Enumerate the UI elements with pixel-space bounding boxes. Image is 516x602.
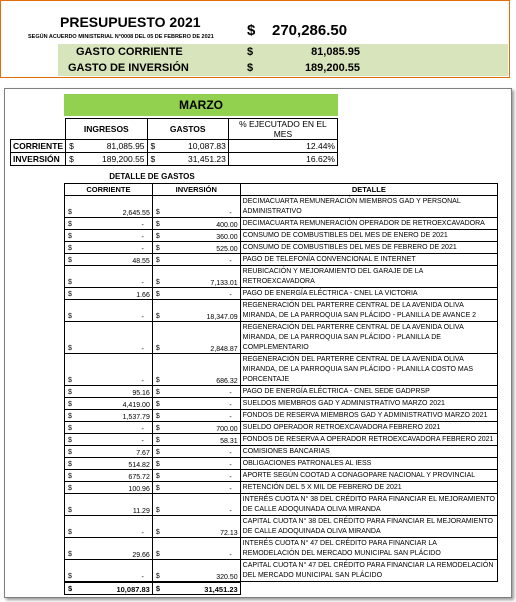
- detail-table: [64, 183, 498, 595]
- detail-cell-description: CONSUMO DE COMBUSTIBLES DEL MES DE ENERO DE 2021: [240, 230, 497, 242]
- detail-header-row: [65, 184, 498, 196]
- detail-cell-corriente: $ 1,537.79: [65, 410, 153, 422]
- page-title: PRESUPUESTO 2021: [60, 14, 201, 30]
- detail-cell-inversion: $ -: [152, 254, 240, 266]
- detail-cell-description: PAGO DE ENERGÍA ELÉCTRICA - CNEL LA VICTORIA: [240, 288, 497, 300]
- detail-cell-description: REGENERACIÓN DEL PARTERRE CENTRAL DE LA AVENIDA OLIVA MIRANDA, DE LA PARROQUIA SAN PLÁCIDO - PLANILLA DE COMPLEMENTARIO: [240, 322, 497, 354]
- summary-header-ingresos: INGRESOS: [66, 119, 147, 140]
- detail-row: [65, 410, 498, 422]
- summary-gastos-inversion: $ 31,451.23: [147, 153, 228, 166]
- detail-cell-corriente: $ -: [65, 422, 153, 434]
- summary-header-gastos: GASTOS: [147, 119, 228, 140]
- detail-cell-inversion: $ 700.00: [152, 422, 240, 434]
- summary-header-row: [11, 119, 338, 140]
- detail-row: [65, 398, 498, 410]
- detail-cell-description: PAGO DE TELEFONÍA CONVENCIONAL E INTERNET: [240, 254, 497, 266]
- gasto-inversion-label: GASTO DE INVERSIÓN: [68, 62, 189, 74]
- detail-cell-corriente: $ -: [65, 560, 153, 582]
- detail-cell-inversion: $ -: [152, 446, 240, 458]
- detail-cell-corriente: $ 11.29: [65, 494, 153, 516]
- detail-cell-corriente: $ 4,419.00: [65, 398, 153, 410]
- detail-row: [65, 422, 498, 434]
- detail-row: [65, 218, 498, 230]
- detail-row: [65, 434, 498, 446]
- detail-cell-description: PAGO DE ENERGÍA ELÉCTRICA - CNEL SEDE GADPRSP: [240, 386, 497, 398]
- detail-cell-corriente: $ -: [65, 218, 153, 230]
- detail-row: [65, 386, 498, 398]
- detail-cell-corriente: $ -: [65, 242, 153, 254]
- month-header: MARZO: [64, 94, 338, 116]
- detail-cell-corriente: $ 514.82: [65, 458, 153, 470]
- detail-cell-description: SUELDO OPERADOR RETROEXCAVADORA FEBRERO 2021: [240, 422, 497, 434]
- detail-cell-description: CONSUMO DE COMBUSTIBLES DEL MES DE FEBRERO DE 2021: [240, 242, 497, 254]
- summary-row-inversion: [11, 153, 338, 166]
- detail-cell-description: FONDOS DE RESERVA A OPERADOR RETROEXCAVADORA FEBRERO 2021: [240, 434, 497, 446]
- detail-row: [65, 230, 498, 242]
- detail-cell-description: DECIMACUARTA REMUNERACIÓN OPERADOR DE RETROEXCAVADORA: [240, 218, 497, 230]
- detail-cell-inversion: $ -: [152, 538, 240, 560]
- detail-cell-corriente: $ 100.96: [65, 482, 153, 494]
- detail-cell-description: CAPITAL CUOTA N° 47 DEL CRÉDITO PARA FINANCIAR LA REMODELACIÓN DEL MERCADO MUNICIPAL SAN PLÁCIDO: [240, 560, 497, 582]
- detail-cell-description: REUBICACIÓN Y MEJORAMIENTO DEL GARAJE DE LA RETROEXCAVADORA: [240, 266, 497, 288]
- detail-title: DETALLE DE GASTOS: [109, 172, 195, 181]
- detail-cell-inversion: $ -: [152, 386, 240, 398]
- detail-cell-inversion: $ 18,347.09: [152, 300, 240, 322]
- summary-label-inversion: INVERSIÓN: [11, 153, 66, 166]
- detail-cell-corriente: $ -: [65, 266, 153, 288]
- detail-cell-corriente: $ 675.72: [65, 470, 153, 482]
- detail-row: [65, 242, 498, 254]
- detail-cell-description: COMISIONES BANCARIAS: [240, 446, 497, 458]
- detail-cell-description: INTERÉS CUOTA N° 47 DEL CRÉDITO PARA FINANCIAR LA REMODELACIÓN DEL MERCADO MUNICIPAL SAN PLÁCIDO: [240, 538, 497, 560]
- detail-cell-corriente: $ -: [65, 300, 153, 322]
- detail-cell-inversion: $ 400.00: [152, 218, 240, 230]
- detail-total-row: [65, 582, 498, 595]
- detail-cell-corriente: $ 29.66: [65, 538, 153, 560]
- detail-cell-inversion: $ -: [152, 196, 240, 218]
- detail-cell-inversion: $ -: [152, 482, 240, 494]
- gasto-corriente-currency: $: [247, 46, 254, 58]
- detail-row: [65, 482, 498, 494]
- detail-cell-description: DECIMACUARTA REMUNERACIÓN MIEMBROS GAD Y PERSONAL ADMINISTRATIVO: [240, 196, 497, 218]
- detail-cell-corriente: $ 7.67: [65, 446, 153, 458]
- summary-label-corriente: CORRIENTE: [11, 140, 66, 153]
- detail-cell-inversion: $ -: [152, 458, 240, 470]
- detail-cell-description: SUELDOS MIEMBROS GAD Y ADMINISTRATIVO MARZO 2021: [240, 398, 497, 410]
- detail-total-inversion: $ 31,451.23: [152, 582, 240, 595]
- detail-cell-description: REGENERACIÓN DEL PARTERRE CENTRAL DE LA AVENIDA OLIVA MIRANDA, DE LA PARROQUIA SAN PLÁCIDO - PLANILLA COSTO MAS PORCENTAJE: [240, 354, 497, 386]
- detail-cell-corriente: $ -: [65, 434, 153, 446]
- detail-cell-inversion: $ 7,133.01: [152, 266, 240, 288]
- detail-cell-corriente: $ 2,645.55: [65, 196, 153, 218]
- detail-cell-inversion: $ -: [152, 470, 240, 482]
- summary-table: [10, 118, 338, 166]
- summary-gastos-corriente: $ 10,087.83: [147, 140, 228, 153]
- detail-cell-corriente: $ 48.55: [65, 254, 153, 266]
- detail-cell-inversion: $ -: [152, 398, 240, 410]
- detail-cell-inversion: $ -: [152, 494, 240, 516]
- detail-cell-inversion: $ -: [152, 288, 240, 300]
- detail-cell-inversion: $ 686.32: [152, 354, 240, 386]
- detail-row: [65, 322, 498, 354]
- detail-row: [65, 458, 498, 470]
- detail-header-inversion: INVERSIÓN: [152, 184, 240, 196]
- detail-row: [65, 354, 498, 386]
- detail-cell-inversion: $ 360.00: [152, 230, 240, 242]
- detail-row: [65, 470, 498, 482]
- detail-cell-corriente: $ 95.16: [65, 386, 153, 398]
- detail-cell-inversion: $ 2,848.87: [152, 322, 240, 354]
- detail-row: [65, 266, 498, 288]
- detail-cell-description: CAPITAL CUOTA N° 38 DEL CRÉDITO PARA FINANCIAR EL MEJORAMIENTO DE CALLE ADOQUINADA OLIVA MIRANDA: [240, 516, 497, 538]
- detail-cell-inversion: $ 525.00: [152, 242, 240, 254]
- detail-cell-inversion: $ 72.13: [152, 516, 240, 538]
- gasto-corriente-value: 81,085.95: [311, 46, 360, 58]
- detail-row: [65, 560, 498, 582]
- detail-body: [65, 196, 498, 582]
- detail-cell-corriente: $ 1.66: [65, 288, 153, 300]
- detail-cell-description: FONDOS DE RESERVA MIEMBROS GAD Y ADMINISTRATIVO MARZO 2021: [240, 410, 497, 422]
- detail-row: [65, 254, 498, 266]
- total-budget-value: 270,286.50: [272, 22, 348, 39]
- summary-pct-inversion: 16.62%: [228, 153, 337, 166]
- gasto-inversion-currency: $: [247, 62, 254, 74]
- detail-total-corriente: $ 10,087.83: [65, 582, 153, 595]
- detail-cell-inversion: $ -: [152, 410, 240, 422]
- detail-cell-description: REGENERACIÓN DEL PARTERRE CENTRAL DE LA AVENIDA OLIVA MIRANDA, DE LA PARROQUIA SAN PLÁCIDO - PLANILLA DE AVANCE 2: [240, 300, 497, 322]
- detail-row: [65, 288, 498, 300]
- page-subtitle: SEGÚN ACUERDO MINISTERIAL N°0008 DEL 05 DE FEBRERO DE 2021: [28, 34, 214, 40]
- detail-row: [65, 516, 498, 538]
- summary-ingresos-inversion: $ 189,200.55: [66, 153, 147, 166]
- summary-ingresos-corriente: $ 81,085.95: [66, 140, 147, 153]
- detail-cell-description: APORTE SEGÚN COOTAD A CONAGOPARE NACIONAL Y PROVINCIAL: [240, 470, 497, 482]
- detail-cell-description: OBLIGACIONES PATRONALES AL IESS: [240, 458, 497, 470]
- detail-row: [65, 300, 498, 322]
- detail-cell-corriente: $ -: [65, 354, 153, 386]
- detail-cell-inversion: $ 58.31: [152, 434, 240, 446]
- detail-header-corriente: CORRIENTE: [65, 184, 153, 196]
- detail-cell-description: RETENCIÓN DEL 5 X MIL DE FEBRERO DE 2021: [240, 482, 497, 494]
- detail-row: [65, 196, 498, 218]
- detail-cell-description: INTERÉS CUOTA N° 38 DEL CRÉDITO PARA FINANCIAR EL MEJORAMIENTO DE CALLE ADOQUINADA OLIVA MIRANDA: [240, 494, 497, 516]
- total-currency: $: [247, 22, 256, 39]
- detail-row: [65, 446, 498, 458]
- detail-cell-corriente: $ -: [65, 230, 153, 242]
- summary-header-pct: % EJECUTADO EN EL MES: [228, 119, 337, 140]
- detail-header-detalle: DETALLE: [240, 184, 497, 196]
- summary-pct-corriente: 12.44%: [228, 140, 337, 153]
- detail-row: [65, 494, 498, 516]
- summary-row-corriente: [11, 140, 338, 153]
- detail-row: [65, 538, 498, 560]
- detail-cell-inversion: $ 320.50: [152, 560, 240, 582]
- detail-cell-corriente: $ -: [65, 516, 153, 538]
- gasto-corriente-label: GASTO CORRIENTE: [76, 46, 183, 58]
- gasto-inversion-value: 189,200.55: [304, 62, 360, 74]
- detail-cell-corriente: $ -: [65, 322, 153, 354]
